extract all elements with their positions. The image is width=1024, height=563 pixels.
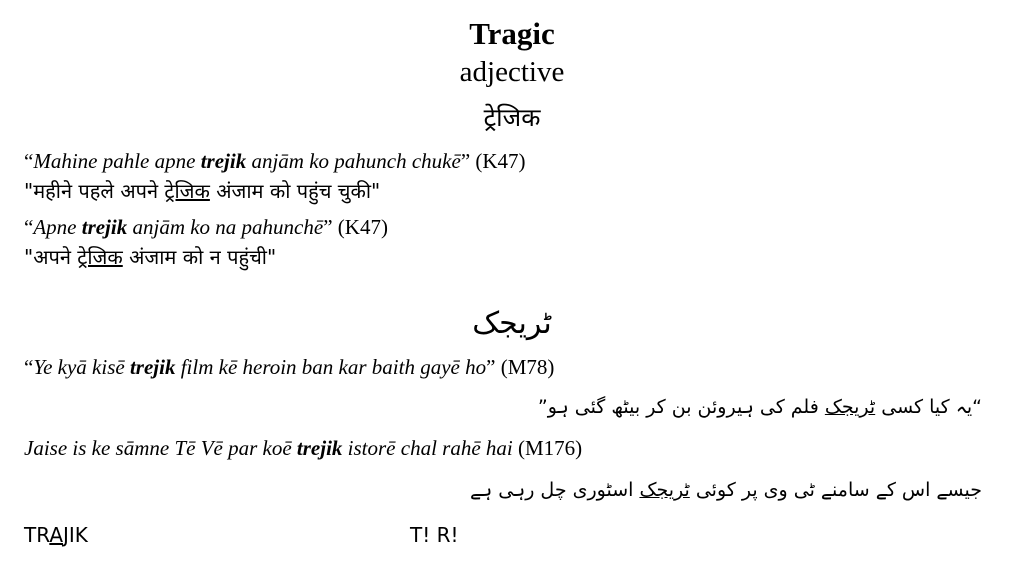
keyword-urdu: ٹریجک bbox=[639, 479, 690, 501]
keyword: trejik bbox=[81, 215, 128, 239]
source-ref: (M78) bbox=[495, 355, 555, 379]
example-romanized-2: “Apne trejik anjām ko na pahunchē” (K47) bbox=[24, 215, 388, 239]
example-romanized-4: Jaise is ke sāmne Tē Vē par koē trejik istorē chal rahē hai (M176) bbox=[24, 436, 583, 460]
keyword: trejik bbox=[296, 436, 343, 460]
example-urdu-2: جیسے اس کے سامنے ٹی وی پر کوئی ٹریجک اسٹوری چل رہی ہے bbox=[469, 479, 982, 501]
keyword: trejik bbox=[129, 355, 176, 379]
keyword-urdu: ٹریجک bbox=[824, 396, 876, 418]
example-urdu-1: “یہ کیا کسی ٹریجک فلم کی ہیروئن بن کر بیٹھ گئی ہو” bbox=[537, 396, 982, 418]
part-of-speech: adjective bbox=[459, 56, 565, 88]
source-ref: (K47) bbox=[470, 149, 526, 173]
pronunciation: TRAJIK bbox=[24, 523, 88, 547]
source-ref: (M176) bbox=[512, 436, 583, 460]
example-hindi-1: "महीने पहले अपने ट्रेजिक अंजाम को पहुंच चुकी" bbox=[24, 179, 381, 203]
source-ref: (K47) bbox=[332, 215, 388, 239]
example-romanized-3: “Ye kyā kisē trejik film kē heroin ban kar baith gayē ho” (M78) bbox=[24, 355, 555, 379]
pronunciation-alt: T! R! bbox=[410, 523, 459, 547]
urdu-headword: ٹریجک bbox=[472, 306, 552, 341]
keyword-hindi: ट्रेजिक bbox=[77, 245, 123, 269]
hindi-headword: ट्रेजिक bbox=[483, 103, 541, 132]
headword: Tragic bbox=[469, 16, 555, 51]
keyword: trejik bbox=[200, 149, 247, 173]
example-hindi-2: "अपने ट्रेजिक अंजाम को न पहुंची" bbox=[24, 245, 277, 269]
example-romanized-1: “Mahine pahle apne trejik anjām ko pahunch chukē” (K47) bbox=[24, 149, 526, 173]
keyword-hindi: ट्रेजिक bbox=[164, 179, 210, 203]
